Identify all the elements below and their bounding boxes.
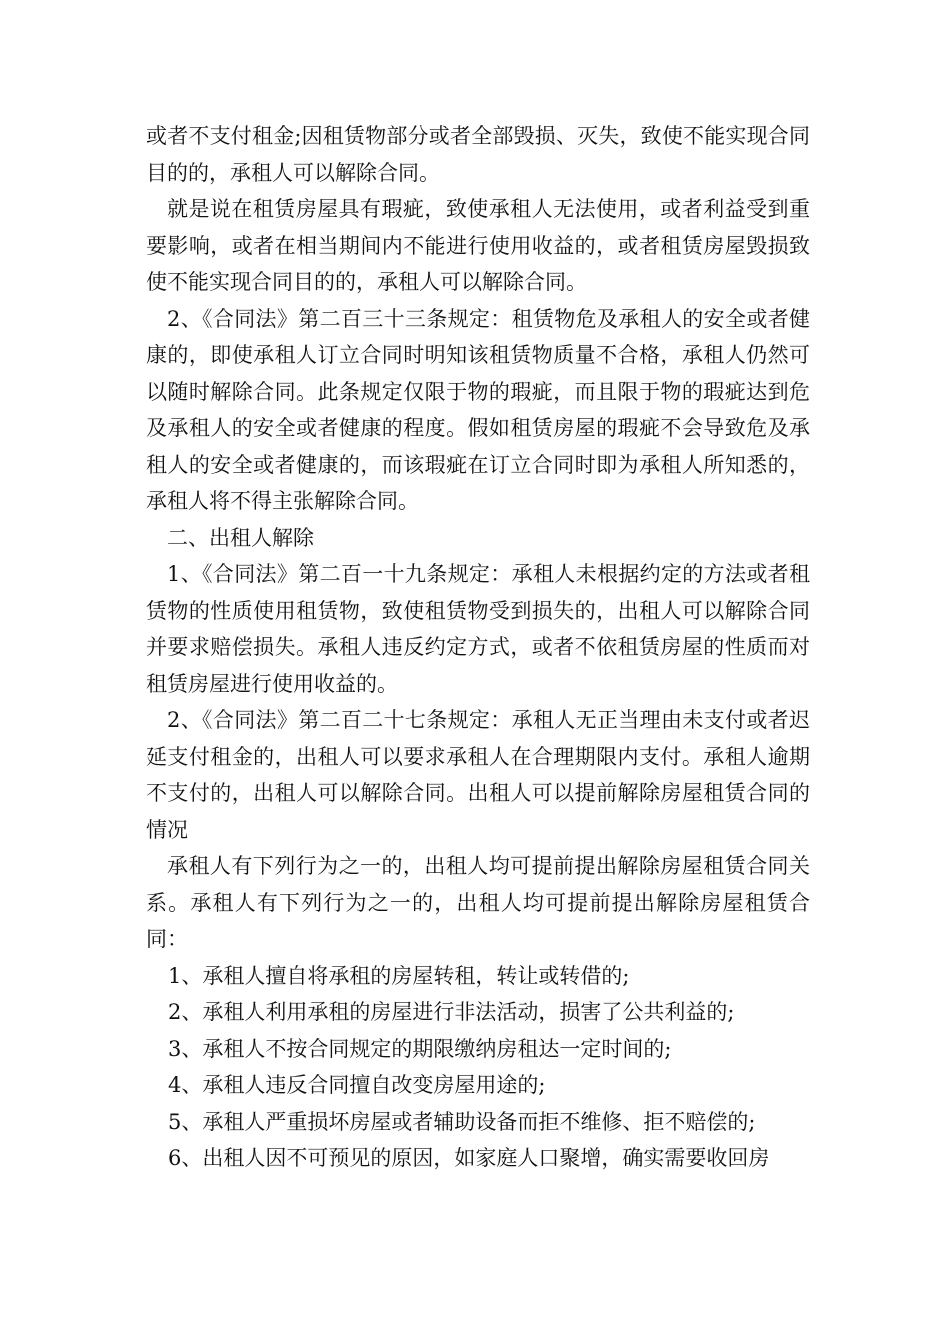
paragraph-article-227: 2、《合同法》第二百二十七条规定：承租人无正当理由未支付或者迟延支付租金的，出租人可以要求承租人在合理期限内支付。承租人逾期不支付的，出租人可以解除合同。出租人可以提前解除房屋租赁合同的情况 [146, 708, 810, 842]
paragraph-continuation: 或者不支付租金;因租赁物部分或者全部毁损、灭失，致使不能实现合同目的的，承租人可以解除合同。 [146, 124, 810, 185]
paragraph-article-233: 2、《合同法》第二百三十三条规定：租赁物危及承租人的安全或者健康的，即使承租人订立合同时明知该租赁物质量不合格，承租人仍然可以随时解除合同。此条规定仅限于物的瑕疵，而且限于物的瑕疵达到危及承租人的安全或者健康的程度。假如租赁房屋的瑕疵不会导致危及承租人的安全或者健康的，而该瑕疵在订立合同时即为承租人所知悉的，承租人将不得主张解除合同。 [146, 306, 810, 513]
paragraph-explanation: 就是说在租赁房屋具有瑕疵，致使承租人无法使用，或者利益受到重要影响，或者在相当期间内不能进行使用收益的，或者租赁房屋毁损致使不能实现合同目的的，承租人可以解除合同。 [146, 197, 810, 294]
paragraph-lessee-conduct: 承租人有下列行为之一的，出租人均可提前提出解除房屋租赁合同关系。承租人有下列行为之一的，出租人均可提前提出解除房屋租赁合同： [146, 854, 810, 951]
list-item: 4、承租人违反合同擅自改变房屋用途的; [168, 1073, 546, 1097]
document-body [146, 118, 810, 1177]
list-item: 2、承租人利用承租的房屋进行非法活动，损害了公共利益的; [168, 1000, 735, 1024]
paragraph-article-219: 1、《合同法》第二百一十九条规定：承租人未根据约定的方法或者租赁物的性质使用租赁物，致使租赁物受到损失的，出租人可以解除合同并要求赔偿损失。承租人违反约定方式，或者不依租赁房屋的性质而对租赁房屋进行使用收益的。 [146, 562, 810, 696]
list-item: 5、承租人严重损坏房屋或者辅助设备而拒不维修、拒不赔偿的; [168, 1109, 756, 1134]
section-heading-lessor-termination: 二、出租人解除 [167, 525, 314, 550]
list-item: 6、出租人因不可预见的原因，如家庭人口聚增，确实需要收回房 [168, 1146, 770, 1170]
list-item: 1、承租人擅自将承租的房屋转租，转让或转借的; [168, 963, 630, 988]
list-item: 3、承租人不按合同规定的期限缴纳房租达一定时间的; [168, 1036, 672, 1061]
